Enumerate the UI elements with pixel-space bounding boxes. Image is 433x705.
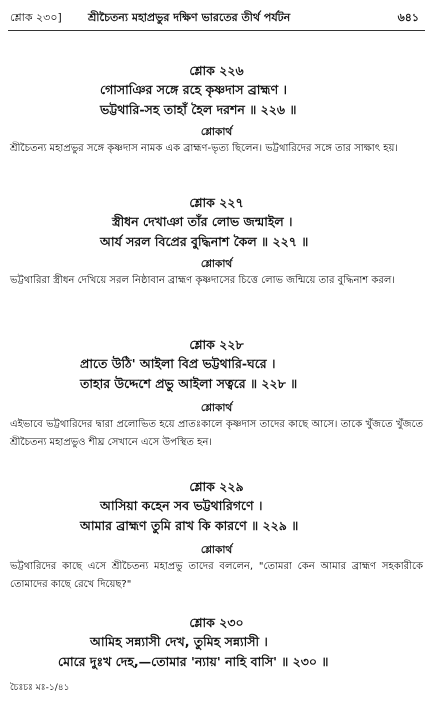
verse-heading: শ্লোক ২২৮: [189, 337, 244, 352]
verse-heading: শ্লোক ২২৯: [189, 479, 244, 494]
header-chapter-title: শ্রীচৈতন্য মহাপ্রভুর দক্ষিণ ভারতের তীর্থ পর্যটন: [88, 11, 291, 24]
verse-line: তাহার উদ্দেশে প্রভু আইলা সত্বরে ॥ ২২৮ ॥: [80, 376, 298, 391]
translation-heading: শ্লোকার্থ: [200, 544, 233, 556]
verse-line: ভট্টথারি-সহ তাহাঁ হৈল দরশন ॥ ২২৬ ॥: [100, 102, 297, 117]
verse-line: প্রাতে উঠি' আইলা বিপ্র ভট্টথারি-ঘরে ।: [80, 356, 276, 371]
verse-line: আমার ব্রাহ্মণ তুমি রাখ কি কারণে ॥ ২২৯ ॥: [80, 518, 299, 533]
running-header: [10, 8, 419, 28]
verse-heading: শ্লোক ২২৬: [189, 63, 244, 78]
translation-heading: শ্লোকার্থ: [200, 126, 233, 138]
verse-heading: শ্লোক ২২৭: [189, 195, 244, 210]
verse-line: আসিয়া কহেন সব ভট্টথারিগণে ।: [100, 498, 263, 513]
verse-block-229: [0, 478, 433, 594]
verse-block-226: [0, 62, 433, 158]
verse-block-230: [0, 614, 433, 672]
header-verse-ref: শ্লোক ২৩০]: [10, 11, 62, 24]
page-footer-signature: চৈঃচঃ মঃ-১/৪১: [10, 683, 70, 693]
translation-paragraph: এইভাবে ভট্টথারিদের দ্বারা প্রলোভিত হয়ে প্রাতঃকালে কৃষ্ণদাস তাদের কাছে আসে। তাকে খুঁজতে খুঁজতে শ্রীচৈতন্য মহাপ্রভুও শীঘ্র সেখানে এসে উপস্থিত হন।: [10, 419, 423, 448]
translation-paragraph: ভট্টথারিরা স্ত্রীধন দেখিয়ে সরল নিষ্ঠাবান ব্রাহ্মণ কৃষ্ণদাসের চিত্তে লোভ জন্মিয়ে তার বুদ্ধিনাশ করল।: [10, 275, 395, 286]
verse-block-228: [0, 336, 433, 452]
translation-paragraph: শ্রীচৈতন্য মহাপ্রভুর সঙ্গে কৃষ্ণদাস নামক এক ব্রাহ্মণ-ভৃত্য ছিলেন। ভট্টথারিদের সঙ্গে তার সাক্ষাৎ হয়।: [10, 143, 398, 154]
verse-block-227: [0, 194, 433, 290]
verse-line: আমিহ সন্ন্যাসী দেখ, তুমিহ সন্ন্যাসী ।: [90, 634, 268, 649]
translation-heading: শ্লোকার্থ: [200, 258, 233, 270]
translation-paragraph: ভট্টথারিদের কাছে এসে শ্রীচৈতন্য মহাপ্রভু তাদের বললেন, "তোমরা কেন আমার ব্রাহ্মণ সহকারীকে তোমাদের কাছে রেখে দিয়েছ?": [10, 561, 423, 590]
verse-line: গোসাঞির সঙ্গে রহে কৃষ্ণদাস ব্রাহ্মণ ।: [100, 82, 287, 97]
header-rule: [8, 30, 425, 31]
page-number: ৬৪১: [397, 11, 419, 24]
translation-heading: শ্লোকার্থ: [200, 402, 233, 414]
verse-line: আর্য সরল বিপ্রের বুদ্ধিনাশ কৈল ॥ ২২৭ ॥: [100, 234, 309, 249]
verse-heading: শ্লোক ২৩০: [189, 615, 244, 630]
verse-line: স্ত্রীধন দেখাঞা তাঁর লোভ জন্মাইল ।: [112, 214, 293, 229]
verse-line: মোরে দুঃখ দেহ,—তোমার 'ন্যায়' নাহি বাসি' ॥ ২৩০ ॥: [58, 654, 329, 669]
